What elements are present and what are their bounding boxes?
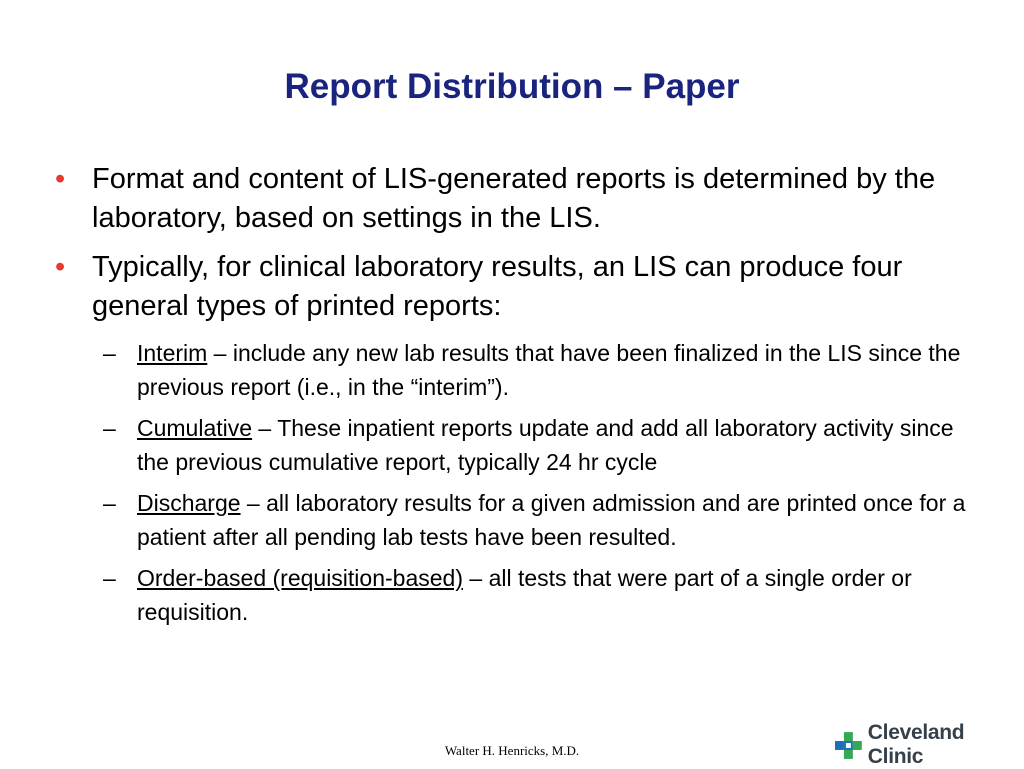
sub-bullet-discharge [0,486,987,554]
sub-bullet-marker: – [103,565,116,591]
report-type-description: – include any new lab results that have been finalized in the LIS since the previous report (i.e., in the “interim”). [137,340,961,400]
sub-bullet-marker: – [103,340,116,366]
bullet-marker: • [55,163,66,195]
slide-body [0,160,1024,636]
cleveland-clinic-logo [835,721,1024,769]
bullet-item [0,160,992,238]
footer-author: Walter H. Henricks, M.D. [444,743,580,758]
report-type-term: Discharge [137,490,241,516]
sub-bullet-marker: – [103,490,116,516]
sub-bullet-interim [0,336,987,404]
report-type-term: Cumulative [137,415,253,441]
report-type-description: – all tests that were part of a single order or requisition. [137,565,912,625]
sub-bullet-cumulative [0,411,987,479]
bullet-marker: • [55,251,66,283]
report-type-term: Interim [137,340,208,366]
logo-text: Cleveland Clinic [867,721,965,768]
report-type-description: – These inpatient reports update and add all laboratory activity since the previous cumulative report, typically 24 hr cycle [137,415,954,475]
report-type-description: – all laboratory results for a given admission and are printed once for a patient after all pending lab tests have been resulted. [137,490,966,550]
sub-bullet-order-based [0,561,987,629]
bullet-text: Format and content of LIS-generated reports is determined by the laboratory, based on settings in the LIS. [92,163,936,234]
bullet-text: Typically, for clinical laboratory results, an LIS can produce four general types of printed reports: [92,251,903,322]
slide-title: Report Distribution – Paper [284,67,740,106]
bullet-item [0,248,992,326]
report-type-term: Order-based (requisition-based) [137,565,463,591]
cleveland-clinic-cross-logo-icon [835,732,862,759]
sub-bullet-marker: – [103,415,116,441]
